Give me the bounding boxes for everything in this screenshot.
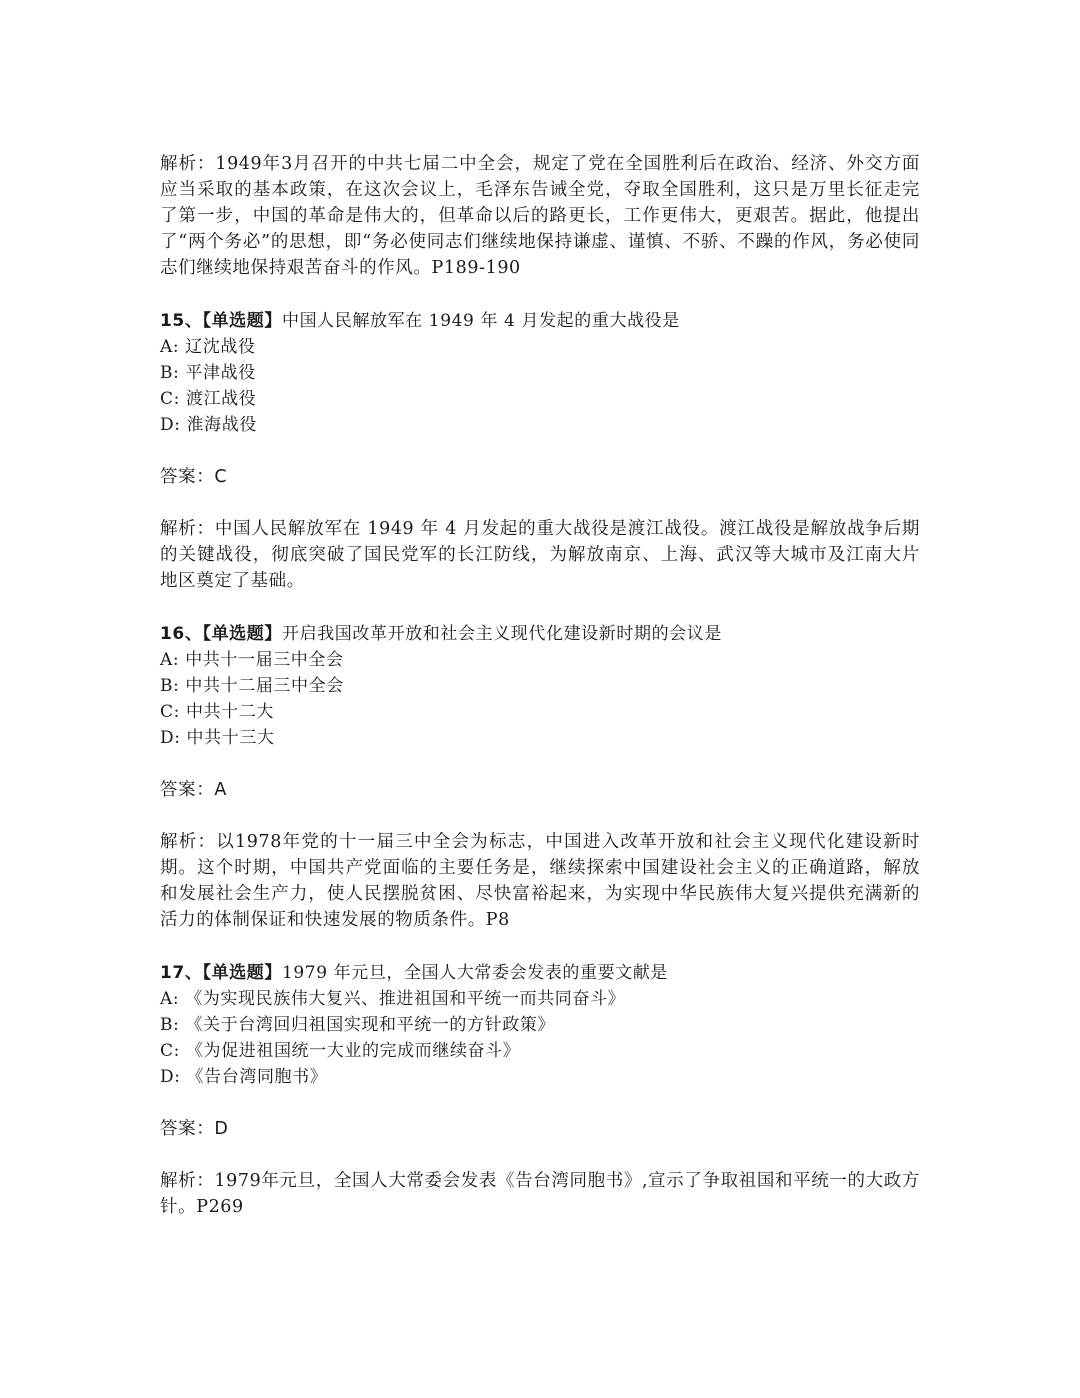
analysis-17: 解析：1979年元旦，全国人大常委会发表《告台湾同胞书》,宣示了争取祖国和平统一的大政方针。P269 — [160, 1171, 920, 1217]
question-number: 16、 — [160, 624, 203, 644]
answer-value: D — [214, 1119, 229, 1139]
option-b: B: 中共十二届三中全会 — [160, 676, 344, 696]
option-d: D: 中共十三大 — [160, 728, 275, 748]
question-number: 17、 — [160, 963, 203, 983]
analysis-15: 解析：中国人民解放军在 1949 年 4 月发起的重大战役是渡江战役。渡江战役是解放战争后期的关键战役，彻底突破了国民党军的长江防线，为解放南京、上海、武汉等大城市及江南大片地区奠定了基础。 — [160, 519, 920, 591]
answer-value: C — [214, 467, 228, 487]
answer-value: A — [214, 780, 227, 800]
option-d: D: 淮海战役 — [160, 415, 257, 435]
option-a: A: 中共十一届三中全会 — [160, 650, 344, 670]
option-b: B: 《关于台湾回归祖国实现和平统一的方针政策》 — [160, 1015, 556, 1035]
question-type-tag: 【单选题】 — [202, 311, 282, 331]
analysis-16: 解析：以1978年党的十一届三中全会为标志，中国进入改革开放和社会主义现代化建设新时期。这个时期，中国共产党面临的主要任务是，继续探索中国建设社会主义的正确道路，解放和发展社会生产力，使人民摆脱贫困、尽快富裕起来，为实现中华民族伟大复兴提供充满新的活力的体制保证和快速发展的物质条件。P8 — [160, 832, 920, 930]
question-type-tag: 【单选题】 — [202, 963, 282, 983]
analysis-14: 解析：1949年3月召开的中共七届二中全会，规定了党在全国胜利后在政治、经济、外交方面应当采取的基本政策，在这次会议上，毛泽东告诫全党，夺取全国胜利，这只是万里长征走完了第一步，中国的革命是伟大的，但革命以后的路更长，工作更伟大，更艰苦。据此，他提出了“两个务必”的思想，即“务必使同志们继续地保持谦虚、谨慎、不骄、不躁的作风，务必使同志们继续地保持艰苦奋斗的作风。P189-190 — [160, 154, 920, 278]
option-c: C: 《为促进祖国统一大业的完成而继续奋斗》 — [160, 1041, 521, 1061]
question-number: 15、 — [160, 311, 203, 331]
question-text: 1979 年元旦，全国人大常委会发表的重要文献是 — [281, 963, 669, 983]
option-b: B: 平津战役 — [160, 363, 256, 383]
option-a: A: 《为实现民族伟大复兴、推进祖国和平统一而共同奋斗》 — [160, 989, 626, 1009]
question-16-title — [160, 621, 930, 647]
question-17-title — [160, 960, 930, 986]
question-15-title — [160, 308, 930, 334]
question-type-tag: 【单选题】 — [202, 624, 282, 644]
question-text: 开启我国改革开放和社会主义现代化建设新时期的会议是 — [281, 624, 722, 644]
answer-15 — [160, 464, 227, 490]
option-c: C: 中共十二大 — [160, 702, 274, 722]
question-text: 中国人民解放军在 1949 年 4 月发起的重大战役是 — [281, 311, 680, 331]
answer-label: 答案： — [160, 467, 215, 487]
answer-17 — [160, 1116, 228, 1142]
option-d: D: 《告台湾同胞书》 — [160, 1067, 328, 1087]
option-a: A: 辽沈战役 — [160, 337, 256, 357]
answer-label: 答案： — [160, 780, 215, 800]
answer-16 — [160, 777, 227, 803]
option-c: C: 渡江战役 — [160, 389, 257, 409]
answer-label: 答案： — [160, 1119, 215, 1139]
